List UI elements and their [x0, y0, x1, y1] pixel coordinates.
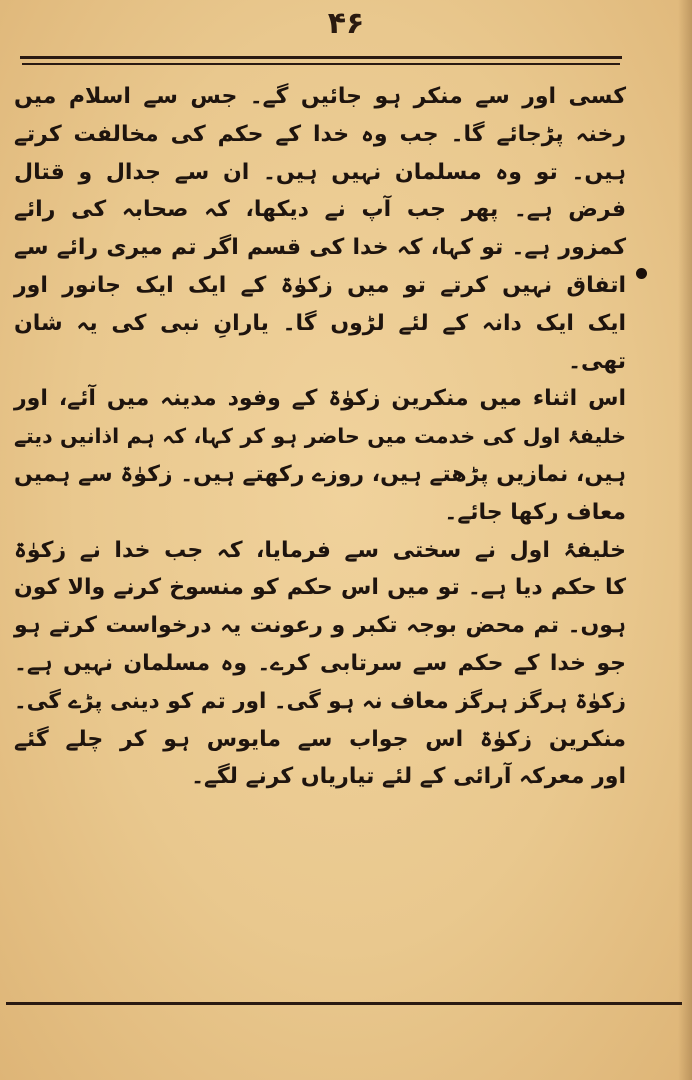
ink-spot	[636, 268, 647, 279]
text-line-7: ایک ایک دانہ کے لئے لڑوں گا۔ یارانِ نبی کی یہ شان	[14, 310, 626, 336]
bottom-rule	[6, 1002, 682, 1005]
text-line-17: زکوٰۃ ہرگز ہرگز معاف نہ ہو گی۔ اور تم کو دینی پڑے گی۔	[14, 688, 626, 714]
text-line-13: خلیفۂ اول نے سختی سے فرمایا، کہ جب خدا نے زکوٰۃ	[14, 537, 626, 563]
text-line-10: خلیفۂ اول کی خدمت میں حاضر ہو کر کہا، کہ ہم اذانیں دیتے	[14, 424, 626, 449]
text-line-2: رخنہ پڑجائے گا۔ جب وہ خدا کے حکم کی مخالفت کرتے	[14, 121, 626, 147]
page-edge-shadow	[678, 0, 692, 1080]
text-line-18: منکرین زکوٰۃ اس جواب سے مایوس ہو کر چلے گئے	[14, 726, 626, 752]
text-line-16: جو خدا کے حکم سے سرتابی کرے۔ وہ مسلمان نہیں ہے۔	[14, 650, 626, 676]
text-line-3: ہیں۔ تو وہ مسلمان نہیں ہیں۔ ان سے جدال و قتال	[14, 159, 626, 185]
top-rule	[20, 56, 622, 59]
text-line-14: کا حکم دیا ہے۔ تو میں اس حکم کو منسوخ کرنے والا کون	[14, 575, 626, 601]
text-line-9: اس اثناء میں منکرین زکوٰۃ کے وفود مدینہ میں آئے، اور	[14, 386, 626, 412]
text-line-12: معاف رکھا جائے۔	[444, 499, 626, 525]
text-line-11: ہیں، نمازیں پڑھتے ہیں، روزے رکھتے ہیں۔ زکوٰۃ سے ہمیں	[14, 461, 626, 487]
top-rule-inner	[22, 63, 620, 65]
text-line-19: اور معرکہ آرائی کے لئے تیاریاں کرنے لگے۔	[191, 764, 626, 790]
text-line-4: فرض ہے۔ پھر جب آپ نے دیکھا، کہ صحابہ کی رائے	[14, 197, 626, 223]
text-line-15: ہوں۔ تم محض بوجہ تکبر و رعونت یہ درخواست کرتے ہو	[14, 613, 626, 639]
text-line-1: کسی اور سے منکر ہو جائیں گے۔ جس سے اسلام میں	[14, 84, 626, 109]
text-line-8: تھی۔	[568, 348, 626, 374]
page-number: ۴۶	[327, 6, 365, 41]
text-line-5: کمزور ہے۔ تو کہا، کہ خدا کی قسم اگر تم میری رائے سے	[14, 235, 626, 261]
page-body-text	[14, 78, 626, 796]
text-line-6: اتفاق نہیں کرتے تو میں زکوٰۃ کے ایک ایک جانور اور	[14, 272, 626, 298]
